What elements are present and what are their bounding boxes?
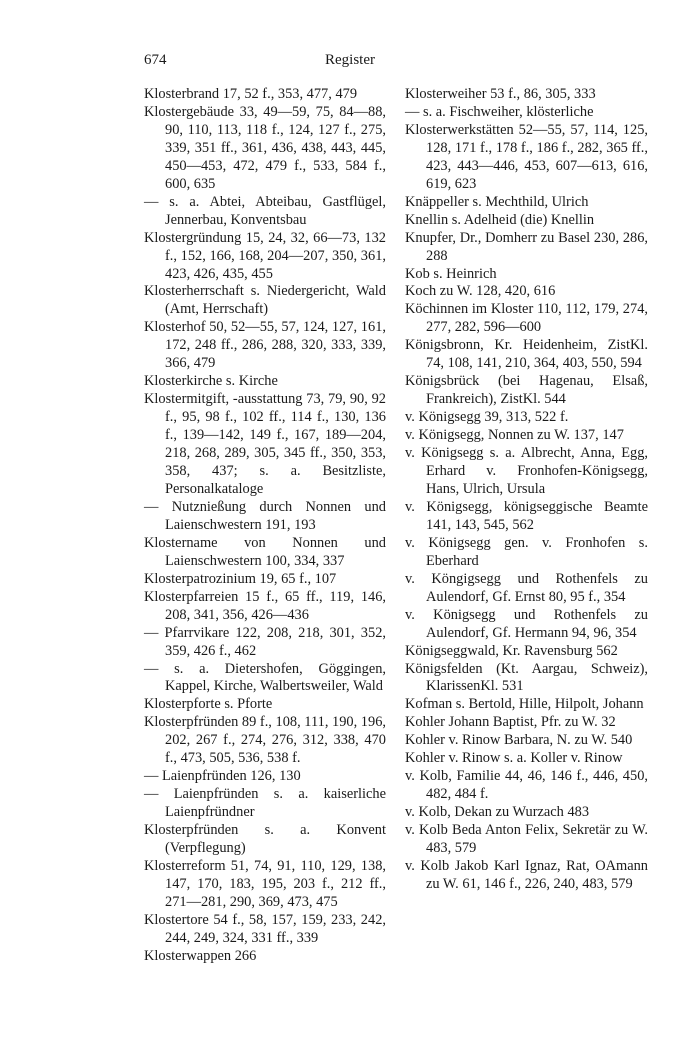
index-entry: Klostername von Nonnen und Laienschwestern 100, 334, 337 — [144, 534, 386, 569]
index-entry: Kohler v. Rinow Barbara, N. zu W. 540 — [405, 732, 633, 749]
page-header — [0, 52, 700, 72]
index-entry: v. Königsegg 39, 313, 522 f. — [405, 409, 569, 426]
index-entry: Klostertore 54 f., 58, 157, 159, 233, 242, 244, 249, 324, 331 ff., 339 — [144, 911, 386, 946]
index-entry: Klosterpfründen s. a. Konvent (Verpflegung) — [144, 822, 386, 857]
index-entry: Klosterwerkstätten 52—55, 57, 114, 125, 128, 171 f., 178 f., 186 f., 282, 365 ff., 423, 443—446, 453, 607—613, 616, 619, 623 — [405, 121, 648, 192]
index-entry: Koch zu W. 128, 420, 616 — [405, 283, 556, 300]
index-entry: Klostergebäude 33, 49—59, 75, 84—88, 90, 110, 113, 118 f., 124, 127 f., 275, 339, 351 ff., 361, 436, 438, 443, 445, 450—453, 472, 479 f., 533, 584 f., 600, 635 — [144, 103, 386, 192]
index-entry: Königsbronn, Kr. Heidenheim, ZistKl. 74, 108, 141, 210, 364, 403, 550, 594 — [405, 337, 648, 372]
index-entry: Kofman s. Bertold, Hille, Hilpolt, Johann — [405, 696, 644, 713]
index-entry: Kob s. Heinrich — [405, 265, 497, 282]
index-entry: v. Königsegg s. a. Albrecht, Anna, Egg, Erhard v. Fronhofen-Königsegg, Hans, Ulrich, Ursula — [405, 445, 648, 497]
index-entry: Köchinnen im Kloster 110, 112, 179, 274, 277, 282, 596—600 — [405, 301, 648, 336]
index-subentry: — Nutznießung durch Nonnen und Laienschwestern 191, 193 — [144, 498, 386, 533]
index-entry: Knäppeller s. Mechthild, Ulrich — [405, 193, 589, 210]
index-entry: Klosterbrand 17, 52 f., 353, 477, 479 — [144, 86, 358, 102]
index-subentry: — Laienpfründen s. a. kaiserliche Laienpfründner — [144, 786, 386, 821]
index-entry: v. Königsegg, Nonnen zu W. 137, 147 — [405, 427, 624, 444]
running-title: Register — [325, 52, 375, 68]
index-entry: Klosterpfründen 89 f., 108, 111, 190, 196, 202, 267 f., 274, 276, 312, 338, 470 f., 473, 505, 536, 538 f. — [144, 714, 386, 767]
index-entry: Kohler v. Rinow s. a. Koller v. Rinow — [405, 750, 623, 767]
index-entry: Königsfelden (Kt. Aargau, Schweiz), KlarissenKl. 531 — [405, 660, 648, 695]
index-entry: Königsbrück (bei Hagenau, Elsaß, Frankreich), ZistKl. 544 — [405, 373, 648, 408]
index-entry: v. Kolb, Familie 44, 46, 146 f., 446, 450, 482, 484 f. — [405, 768, 648, 803]
index-entry: Knellin s. Adelheid (die) Knellin — [405, 211, 595, 228]
index-entry: v. Königsegg, königseggische Beamte 141, 143, 545, 562 — [405, 498, 648, 533]
index-entry: v. Kolb Jakob Karl Ignaz, Rat, OAmann zu W. 61, 146 f., 226, 240, 483, 579 — [405, 857, 648, 892]
index-entry: Klosterreform 51, 74, 91, 110, 129, 138, 147, 170, 183, 195, 203 f., 212 ff., 271—281, 290, 369, 473, 475 — [144, 857, 386, 910]
index-subentry: — s. a. Fischweiher, klösterliche — [405, 103, 594, 120]
index-entry: Klosterpfarreien 15 f., 65 ff., 119, 146, 208, 341, 356, 426—436 — [144, 588, 386, 623]
index-subentry: — Laienpfründen 126, 130 — [144, 768, 301, 785]
index-entry: Klosterpatrozinium 19, 65 f., 107 — [144, 570, 337, 587]
index-entry: Königseggwald, Kr. Ravensburg 562 — [405, 642, 618, 659]
index-entry: Klosterweiher 53 f., 86, 305, 333 — [405, 86, 596, 102]
index-subentry: — Pfarrvikare 122, 208, 218, 301, 352, 359, 426 f., 462 — [144, 624, 386, 659]
index-entry: v. Köngigsegg und Rothenfels zu Aulendorf, Gf. Ernst 80, 95 f., 354 — [405, 570, 648, 605]
index-entry: Klosterhof 50, 52—55, 57, 124, 127, 161, 172, 248 ff., 286, 288, 320, 333, 339, 366, 479 — [144, 319, 386, 372]
index-entry: v. Königsegg gen. v. Fronhofen s. Eberhard — [405, 534, 648, 569]
index-entry: Klosterherrschaft s. Niedergericht, Wald (Amt, Herrschaft) — [144, 283, 386, 318]
index-entry: Klosterwappen 266 — [144, 947, 257, 964]
index-entry: v. Kolb Beda Anton Felix, Sekretär zu W. 483, 579 — [405, 822, 648, 857]
index-entry: Klostermitgift, -ausstattung 73, 79, 90, 92 f., 95, 98 f., 102 ff., 114 f., 130, 136 f., 139—142, 149 f., 167, 189—204, 218, 268, 289, 305, 345 ff., 350, 353, 358, 437; s. a. Besitzliste, Personalkataloge — [144, 391, 386, 497]
index-entry: Klosterpforte s. Pforte — [144, 696, 273, 713]
index-subentry: — s. a. Dietershofen, Göggingen, Kappel, Kirche, Walbertsweiler, Wald — [144, 660, 386, 695]
index-entry: v. Kolb, Dekan zu Wurzach 483 — [405, 804, 590, 821]
page-number: 674 — [144, 52, 167, 68]
index-column-right — [405, 86, 648, 894]
index-subentry: — s. a. Abtei, Abteibau, Gastflügel, Jennerbau, Konventsbau — [144, 193, 386, 228]
index-entry: v. Königsegg und Rothenfels zu Aulendorf, Gf. Hermann 94, 96, 354 — [405, 606, 648, 641]
index-entry: Klostergründung 15, 24, 32, 66—73, 132 f., 152, 166, 168, 204—207, 350, 361, 423, 426, 435, 455 — [144, 229, 386, 282]
index-column-left — [144, 86, 386, 966]
index-entry: Klosterkirche s. Kirche — [144, 373, 278, 390]
index-entry: Knupfer, Dr., Domherr zu Basel 230, 286, 288 — [405, 229, 648, 264]
index-entry: Kohler Johann Baptist, Pfr. zu W. 32 — [405, 714, 616, 731]
